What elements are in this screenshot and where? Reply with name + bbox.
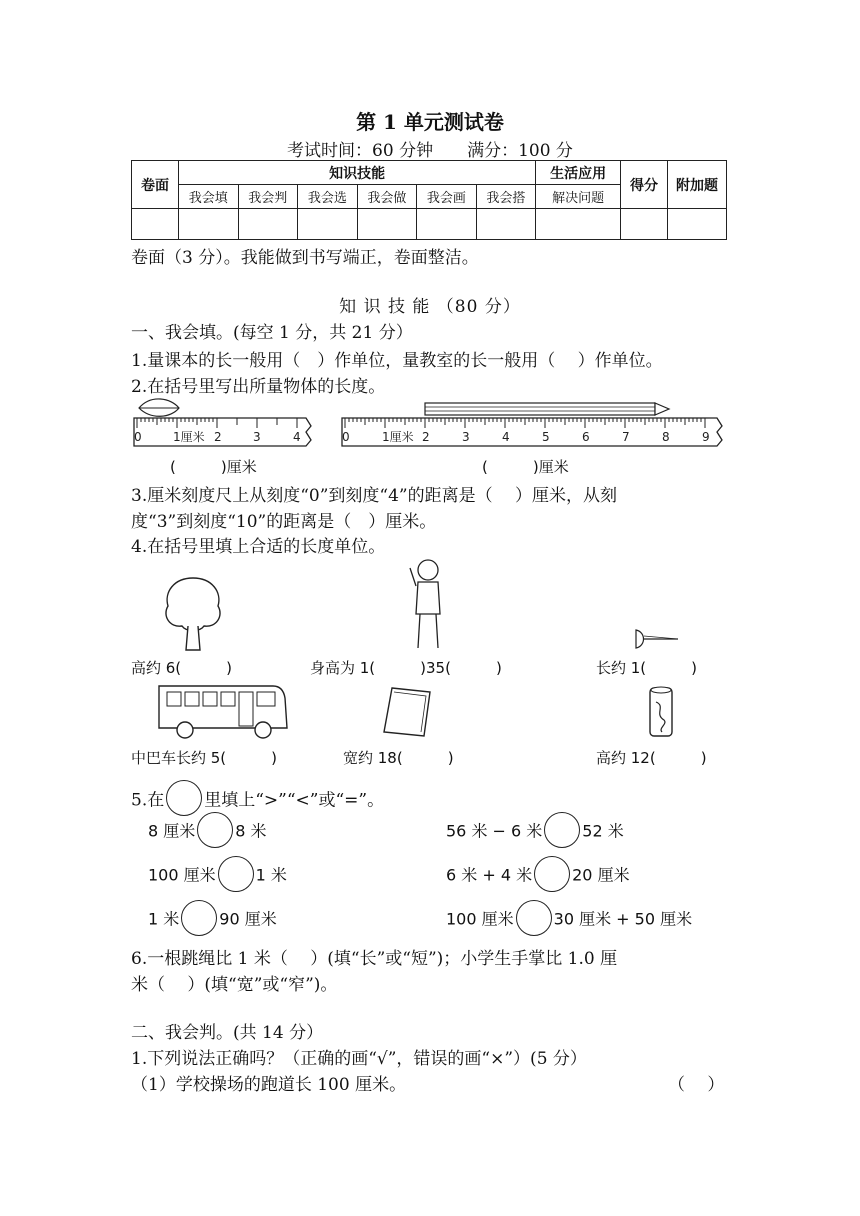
pushpin-icon [632,628,682,650]
compare-right: 52 米 [582,821,624,841]
tick-label: 4 [502,430,510,444]
cell-zhishi: 知识技能 [179,161,536,185]
question-6b: 米（ ）(填“宽”或“窄”)。 [131,975,338,995]
compare-left: 56 米 − 6 米 [446,821,543,841]
compare-item [148,812,267,848]
circle-icon [166,780,202,816]
question-3a: 3.厘米刻度尺上从刻度“0”到刻度“4”的距离是（ ）厘米，从刻 [131,486,618,506]
score-cell[interactable] [238,209,298,240]
compare-right: 20 厘米 [572,865,630,885]
cell-fujia: 附加题 [668,161,727,209]
col-label: 我会选 [298,185,358,209]
question-4: 4.在括号里填上合适的长度单位。 [131,537,386,557]
compare-item [446,856,630,892]
page-title: 第 1 单元测试卷 [356,110,504,134]
score-cell[interactable] [621,209,668,240]
cell-defen: 得分 [621,161,668,209]
compare-circle[interactable] [534,856,570,892]
compare-right: 90 厘米 [219,909,277,929]
question-2: 2.在括号里写出所量物体的长度。 [131,377,386,397]
caption-book: 宽约 18( ) [343,749,454,767]
compare-circle[interactable] [544,812,580,848]
compare-left: 6 米 + 4 米 [446,865,533,885]
tick-label: 4 [293,430,301,444]
compare-left: 8 厘米 [148,821,196,841]
score-cell[interactable] [357,209,417,240]
tick-label: 1厘米 [382,430,414,444]
score-cell[interactable] [179,209,239,240]
bus-icon [155,680,290,742]
score-cell[interactable] [298,209,358,240]
score-cell[interactable] [668,209,727,240]
caption-boy: 身高为 1( )35( ) [310,659,502,677]
compare-circle[interactable] [516,900,552,936]
answer-paren[interactable]: （ ） [668,1075,725,1095]
caption-tree: 高约 6( ) [131,659,233,677]
part2-question-1: 1.下列说法正确吗？（正确的画“√”，错误的画“×”）(5 分） [131,1049,587,1069]
compare-item [148,856,287,892]
col-label: 我会判 [238,185,298,209]
col-label: 我会搭 [476,185,536,209]
caption-bus: 中巴车长约 5( ) [131,749,278,767]
tick-label: 3 [253,430,261,444]
col-label: 我会填 [179,185,239,209]
tick-label: 6 [582,430,590,444]
exam-info: 考试时间：60 分钟 满分：100 分 [287,141,573,161]
answer-leaf[interactable]: ( )厘米 [170,458,257,476]
tick-label: 2 [422,430,430,444]
score-cell[interactable] [536,209,621,240]
score-cell[interactable] [476,209,536,240]
tree-icon [160,574,226,654]
compare-left: 100 厘米 [446,909,514,929]
tick-label: 9 [702,430,710,444]
score-table [131,160,727,240]
question-3b: 度“3”到刻度“10”的距离是（ ）厘米。 [131,512,437,532]
compare-item [446,812,624,848]
q5-suffix: 里填上“>”“<”或“=”。 [204,790,385,811]
tick-label: 0 [342,430,350,444]
compare-left: 1 米 [148,909,180,929]
tick-label: 0 [134,430,142,444]
section-title: 知 识 技 能 （80 分） [339,297,521,317]
col-label: 我会做 [357,185,417,209]
book-icon [380,684,436,740]
caption-pin: 长约 1( ) [596,659,698,677]
compare-right: 30 厘米 + 50 厘米 [553,909,693,929]
compare-item [148,900,277,936]
question-6a: 6.一根跳绳比 1 米（ ）(填“长”或“短”)；小学生手掌比 1.0 厘 [131,949,618,969]
answer-pencil[interactable]: ( )厘米 [482,458,569,476]
cell-juanmian: 卷面 [132,161,179,209]
cell-shenghuo: 生活应用 [536,161,621,185]
compare-circle[interactable] [218,856,254,892]
boy-icon [408,556,450,656]
ruler-leaf [131,396,316,452]
tick-label: 1厘米 [173,430,205,444]
ruler-pencil [339,396,729,452]
tick-label: 7 [622,430,630,444]
question-5 [131,780,384,816]
score-cell[interactable] [132,209,179,240]
caption-can: 高约 12( ) [596,749,707,767]
can-icon [646,684,676,740]
tick-label: 3 [462,430,470,444]
part1-heading: 一、我会填。(每空 1 分，共 21 分） [131,323,413,343]
tick-label: 8 [662,430,670,444]
col-label: 解决问题 [536,185,621,209]
score-cell[interactable] [417,209,477,240]
neatness-note: 卷面（3 分）。我能做到书写端正，卷面整洁。 [131,248,479,268]
compare-left: 100 厘米 [148,865,216,885]
col-label: 我会画 [417,185,477,209]
compare-circle[interactable] [197,812,233,848]
compare-right: 8 米 [235,821,267,841]
q5-prefix: 5.在 [131,790,165,811]
question-1: 1.量课本的长一般用（ ）作单位，量教室的长一般用（ ）作单位。 [131,351,663,371]
tick-label: 2 [214,430,222,444]
part2-question-1-1: （1）学校操场的跑道长 100 厘米。 [131,1075,407,1095]
pencil-icon [425,403,669,415]
tick-label: 5 [542,430,550,444]
compare-item [446,900,692,936]
compare-circle[interactable] [181,900,217,936]
part2-heading: 二、我会判。(共 14 分） [131,1023,324,1043]
compare-right: 1 米 [255,865,287,885]
